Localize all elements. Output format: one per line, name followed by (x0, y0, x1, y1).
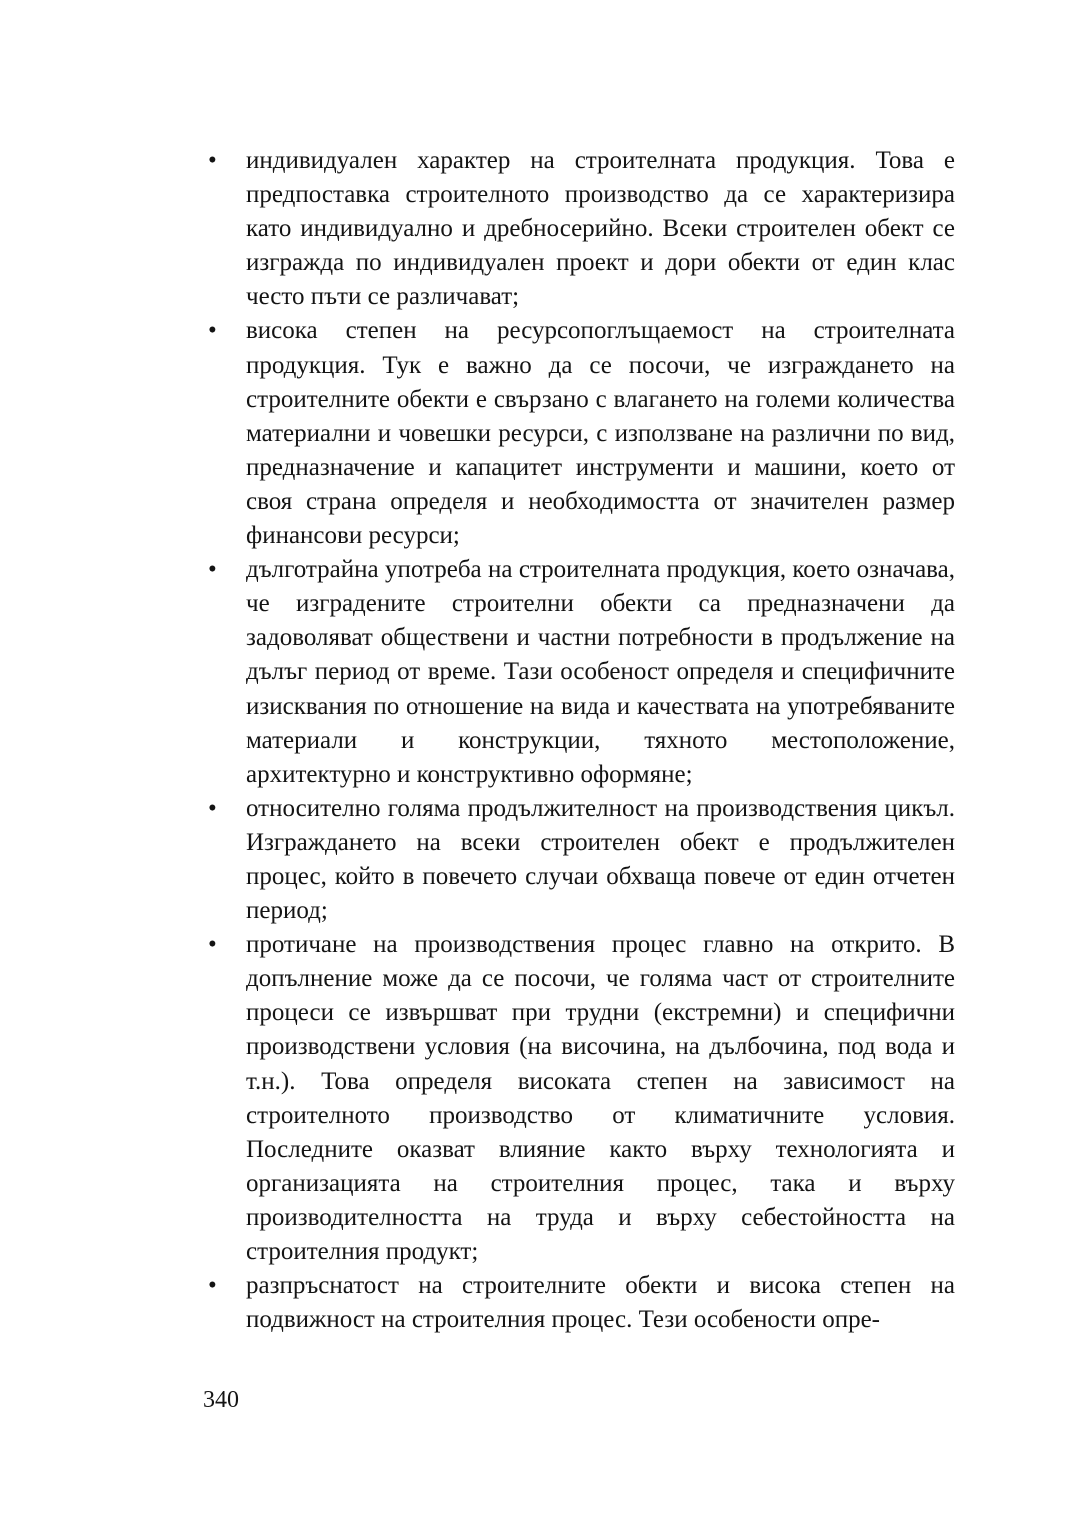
item-text: висока степен на ресурсопоглъщаемост на строителната продукция. Тук е важно да се посочи, че изграждането на строителните обекти е свързано с влагането на големи количества материални и човешки ресурси, с използване на различни по вид, предназначение и капацитет инструменти и машини, което от своя страна определя и необходимостта от значителен размер финансови ресурси; (246, 317, 955, 550)
list-item (203, 144, 955, 314)
bullet-mark: • (208, 317, 217, 345)
list-item (203, 314, 955, 553)
item-text: индивидуален характер на строителната продукция. Това е предпоставка строителното производство да се характеризира като индивидуално и дребносерийно. Всеки строителен обект се изгражда по индивидуален проект и дори обекти от един клас често пъти се различават; (246, 147, 955, 311)
bullet-list (203, 144, 955, 1337)
page-number: 340 (203, 1387, 239, 1413)
list-item (203, 553, 955, 792)
bullet-mark: • (208, 556, 217, 584)
bullet-mark: • (208, 1272, 217, 1300)
list-item (203, 928, 955, 1269)
item-text: дълготрайна употреба на строителната продукция, което означава, че изградените строителни обекти са предназначени да задоволяват обществени и частни потребности в продължение на дълъг период от време. Тази особеност определя и специфичните изисквания по отношение на вида и качествата на употребяваните материали и конструкции, тяхното местоположение, архитектурно и конструктивно оформяне; (246, 556, 955, 788)
bullet-mark: • (208, 931, 217, 959)
list-item (203, 792, 955, 928)
item-text: протичане на производствения процес главно на открито. В допълнение може да се посочи, че голяма част от строителните процеси се извършват при трудни (екстремни) и специфични производствени условия (на височина, на дълбочина, под вода и т.н.). Това определя високата степен на зависимост на строителното производство от климатичните условия. Последните оказват влияние както върху технологията и организацията на строителния процес, така и върху производителността на труда и върху себестойността на строителния продукт; (246, 931, 955, 1265)
list-item (203, 1269, 955, 1337)
bullet-mark: • (208, 794, 217, 822)
bullet-mark: • (208, 147, 217, 174)
item-text: разпръснатост на строителните обекти и висока степен на подвижност на строителния процес. Тези особености опре- (246, 1272, 955, 1334)
page-body (203, 144, 955, 1337)
item-text: относително голяма продължителност на производствения цикъл. Изграждането на всеки строителен обект е продължителен процес, който в повечето случаи обхваща повече от един отчетен период; (246, 794, 955, 925)
